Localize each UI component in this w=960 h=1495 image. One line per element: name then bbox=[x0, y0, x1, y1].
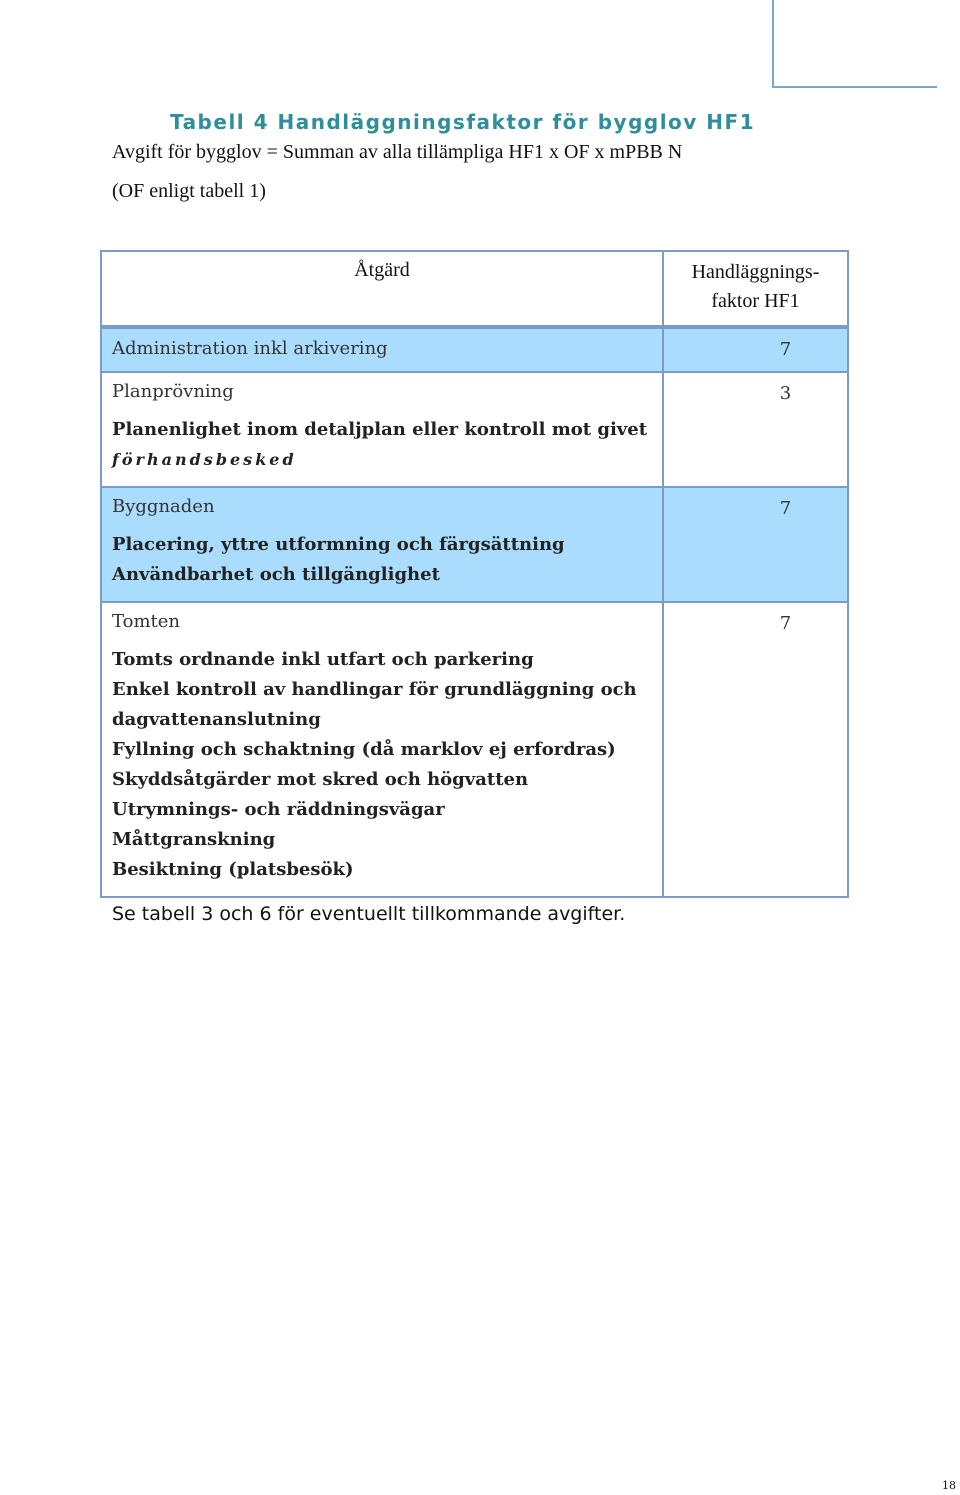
byggnaden-item: Användbarhet och tillgänglighet bbox=[112, 564, 440, 585]
planprovning-label: Planprövning bbox=[112, 381, 234, 402]
table-row-planprovning bbox=[101, 372, 848, 487]
page-corner-frame bbox=[772, 0, 937, 88]
table-row-administration bbox=[101, 327, 848, 372]
header-factor bbox=[663, 251, 848, 327]
table-header-row bbox=[101, 251, 848, 327]
tomten-item: Utrymnings- och räddningsvägar bbox=[112, 799, 445, 820]
administration-value: 7 bbox=[663, 327, 848, 372]
header-factor-line2: faktor HF1 bbox=[711, 290, 800, 312]
table-row-byggnaden bbox=[101, 487, 848, 602]
table-title: Tabell 4 Handläggningsfaktor för bygglov HF1 bbox=[170, 110, 756, 134]
tomten-value: 7 bbox=[663, 602, 848, 897]
table-row-tomten bbox=[101, 602, 848, 897]
byggnaden-value: 7 bbox=[663, 487, 848, 602]
fee-formula: Avgift för bygglov = Summan av alla tillämpliga HF1 x OF x mPBB N bbox=[112, 141, 683, 163]
byggnaden-label: Byggnaden bbox=[112, 496, 215, 517]
tomten-item: dagvattenanslutning bbox=[112, 709, 321, 730]
tomten-item: Tomts ordnande inkl utfart och parkering bbox=[112, 649, 534, 670]
header-action: Åtgärd bbox=[101, 251, 663, 327]
footer-note: Se tabell 3 och 6 för eventuellt tillkommande avgifter. bbox=[112, 903, 626, 925]
tomten-item: Besiktning (platsbesök) bbox=[112, 859, 354, 880]
tomten-item: Fyllning och schaktning (då marklov ej erfordras) bbox=[112, 739, 616, 760]
planprovning-item-continued: förhandsbesked bbox=[112, 450, 297, 469]
formula-note: (OF enligt tabell 1) bbox=[112, 180, 266, 202]
tomten-cell bbox=[101, 602, 663, 897]
planprovning-value: 3 bbox=[663, 372, 848, 487]
tomten-item: Skyddsåtgärder mot skred och högvatten bbox=[112, 769, 529, 790]
fee-factor-table bbox=[100, 250, 849, 898]
tomten-label: Tomten bbox=[112, 611, 180, 632]
page-number: 18 bbox=[942, 1479, 956, 1492]
byggnaden-cell bbox=[101, 487, 663, 602]
planprovning-item: Planenlighet inom detaljplan eller kontroll mot givet bbox=[112, 419, 648, 440]
tomten-item: Enkel kontroll av handlingar för grundläggning och bbox=[112, 679, 637, 700]
administration-cell bbox=[101, 327, 663, 372]
planprovning-cell bbox=[101, 372, 663, 487]
byggnaden-item: Placering, yttre utformning och färgsättning bbox=[112, 534, 565, 555]
header-factor-line1: Handläggnings- bbox=[691, 261, 820, 283]
administration-label: Administration inkl arkivering bbox=[112, 338, 388, 359]
tomten-item: Måttgranskning bbox=[112, 829, 276, 850]
